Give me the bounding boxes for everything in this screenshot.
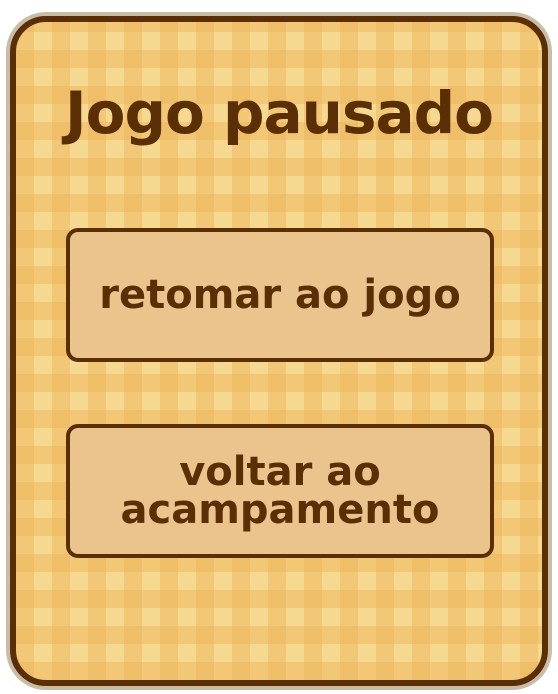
return-to-camp-label: voltar ao acampamento: [120, 449, 440, 533]
pause-menu-frame: [6, 12, 552, 690]
pause-menu-panel: [10, 16, 548, 686]
pause-title: Jogo pausado: [65, 79, 493, 147]
resume-game-button[interactable]: [66, 228, 494, 362]
resume-game-label: retomar ao jogo: [99, 272, 461, 318]
return-to-camp-button[interactable]: [66, 424, 494, 558]
